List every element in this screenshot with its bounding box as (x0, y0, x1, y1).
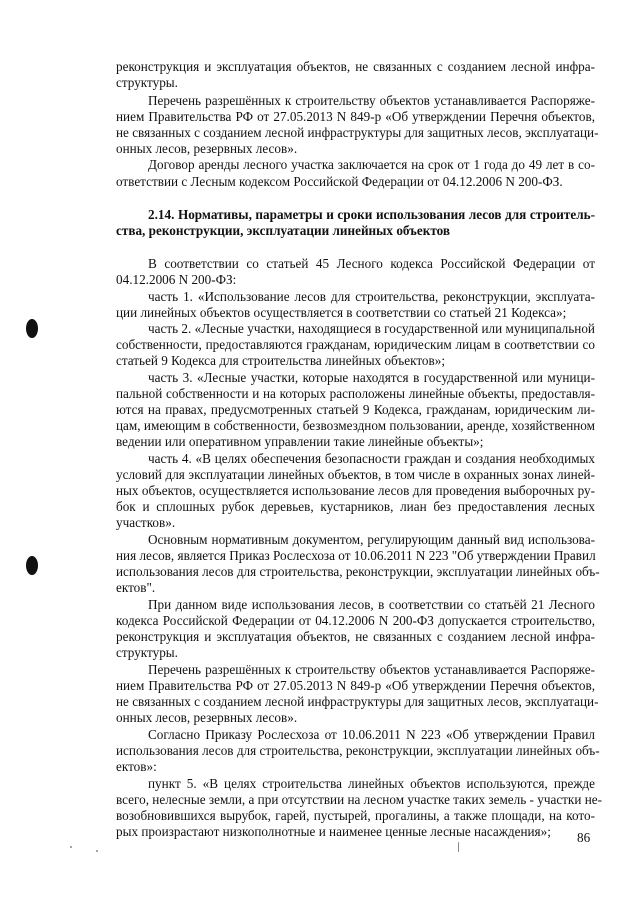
text-line: часть 2. «Лесные участки, находящиеся в государственной или муниципальной (148, 321, 595, 336)
text-line: собственности, предоставляются гражданам, юридическим лицам в соответствии со (116, 337, 595, 352)
text-line: Договор аренды лесного участка заключается на срок от 1 года до 49 лет в со- (148, 157, 595, 172)
binder-hole-bottom (26, 556, 38, 575)
text-line: ответствии с Лесным кодексом Российской Федерации от 04.12.2006 N 200-ФЗ. (116, 174, 563, 189)
text-line: структуры. (116, 645, 178, 660)
text-line: ных объектов, осуществляется использование лесов для проведения выборочных ру- (116, 483, 595, 498)
text-line: нием Правительства РФ от 27.05.2013 N 849-р «Об утверждении Перечня объектов, (116, 109, 595, 124)
text-line: структуры. (116, 75, 178, 90)
text-line: Согласно Приказу Рослесхоза от 10.06.2011 N 223 «Об утверждении Правил (148, 727, 595, 742)
text-line: бок и сплошных рубок деревьев, кустарников, лиан без предоставления лесных (116, 499, 595, 514)
text-line: ектов»: (116, 759, 157, 774)
text-line: реконструкция и эксплуатация объектов, не связанных с созданием лесной инфра- (116, 59, 595, 74)
text-line: ектов". (116, 580, 156, 595)
text-line: кодекса Российской Федерации от 04.12.2006 N 200-ФЗ допускается строительство, (116, 613, 595, 628)
text-line: ции линейных объектов осуществляется в соответствии со статьей 21 Кодекса»; (116, 305, 567, 320)
text-line: При данном виде использования лесов, в соответствии со статьёй 21 Лесного (148, 597, 595, 612)
text-line: всего, нелесные земли, а при отсутствии на лесном участке таких земель - участки не- (116, 792, 602, 807)
text-line: статьей 9 Кодекса для строительства линейных объектов»; (116, 353, 445, 368)
text-line: часть 1. «Использование лесов для строительства, реконструкции, эксплуата- (148, 289, 595, 304)
scan-speck (96, 850, 98, 852)
text-line: пальной собственности и на которых расположены линейные объекты, предоставля- (116, 386, 595, 401)
text-line: рых произрастают низкополнотные и наименее ценные лесные насаждения»; (116, 824, 551, 839)
text-line: использования лесов для строительства, реконструкции, эксплуатации линейных объ- (116, 564, 600, 579)
text-line: часть 3. «Лесные участки, которые находятся в государственной или муници- (148, 370, 595, 385)
text-line: Перечень разрешённых к строительству объектов устанавливается Распоряже- (148, 662, 595, 677)
page-number: 86 (577, 830, 591, 845)
text-line: возобновившихся вырубок, гарей, пустырей, прогалины, а также площади, на кото- (116, 808, 595, 823)
text-line: ются на правах, предусмотренных статьей 9 Кодекса, гражданам, юридическим ли- (116, 402, 595, 417)
text-line: Основным нормативным документом, регулирующим данный вид использова- (148, 532, 595, 547)
text-line: В соответствии со статьей 45 Лесного кодекса Российской Федерации от (148, 256, 595, 271)
section-heading-line: 2.14. Нормативы, параметры и сроки использования лесов для строитель- (148, 207, 595, 222)
text-line: Перечень разрешённых к строительству объектов устанавливается Распоряже- (148, 93, 595, 108)
section-heading-line: ства, реконструкции, эксплуатации линейных объектов (116, 223, 451, 238)
text-line: условий для эксплуатации линейных объектов, в том числе в охранных зонах линей- (116, 467, 595, 482)
text-line: реконструкция и эксплуатация объектов, не связанных с созданием лесной инфра- (116, 629, 595, 644)
text-line: ния лесов, является Приказ Рослесхоза от 10.06.2011 N 223 "Об утверждении Правил (116, 548, 596, 563)
text-line: ведении или оперативном управлении такие линейные объекты»; (116, 434, 484, 449)
text-line: участков». (116, 515, 176, 530)
text-line: нием Правительства РФ от 27.05.2013 N 849-р «Об утверждении Перечня объектов, (116, 678, 595, 693)
text-line: 04.12.2006 N 200-ФЗ: (116, 272, 237, 287)
text-line: онных лесов, резервных лесов». (116, 141, 298, 156)
scan-speck (70, 846, 72, 848)
binder-hole-top (26, 319, 38, 338)
scan-speck (458, 842, 459, 852)
text-line: не связанных с созданием лесной инфраструктуры для защитных лесов, эксплуатаци- (116, 125, 599, 140)
text-line: не связанных с созданием лесной инфраструктуры для защитных лесов, эксплуатаци- (116, 694, 599, 709)
text-line: часть 4. «В целях обеспечения безопасности граждан и создания необходимых (148, 451, 595, 466)
text-line: пункт 5. «В целях строительства линейных объектов используются, прежде (148, 776, 595, 791)
text-line: цам, имеющим в собственности, безвозмездном пользовании, аренде, хозяйственном (116, 418, 595, 433)
text-line: онных лесов, резервных лесов». (116, 710, 298, 725)
text-line: использования лесов для строительства, реконструкции, эксплуатации линейных объ- (116, 743, 600, 758)
